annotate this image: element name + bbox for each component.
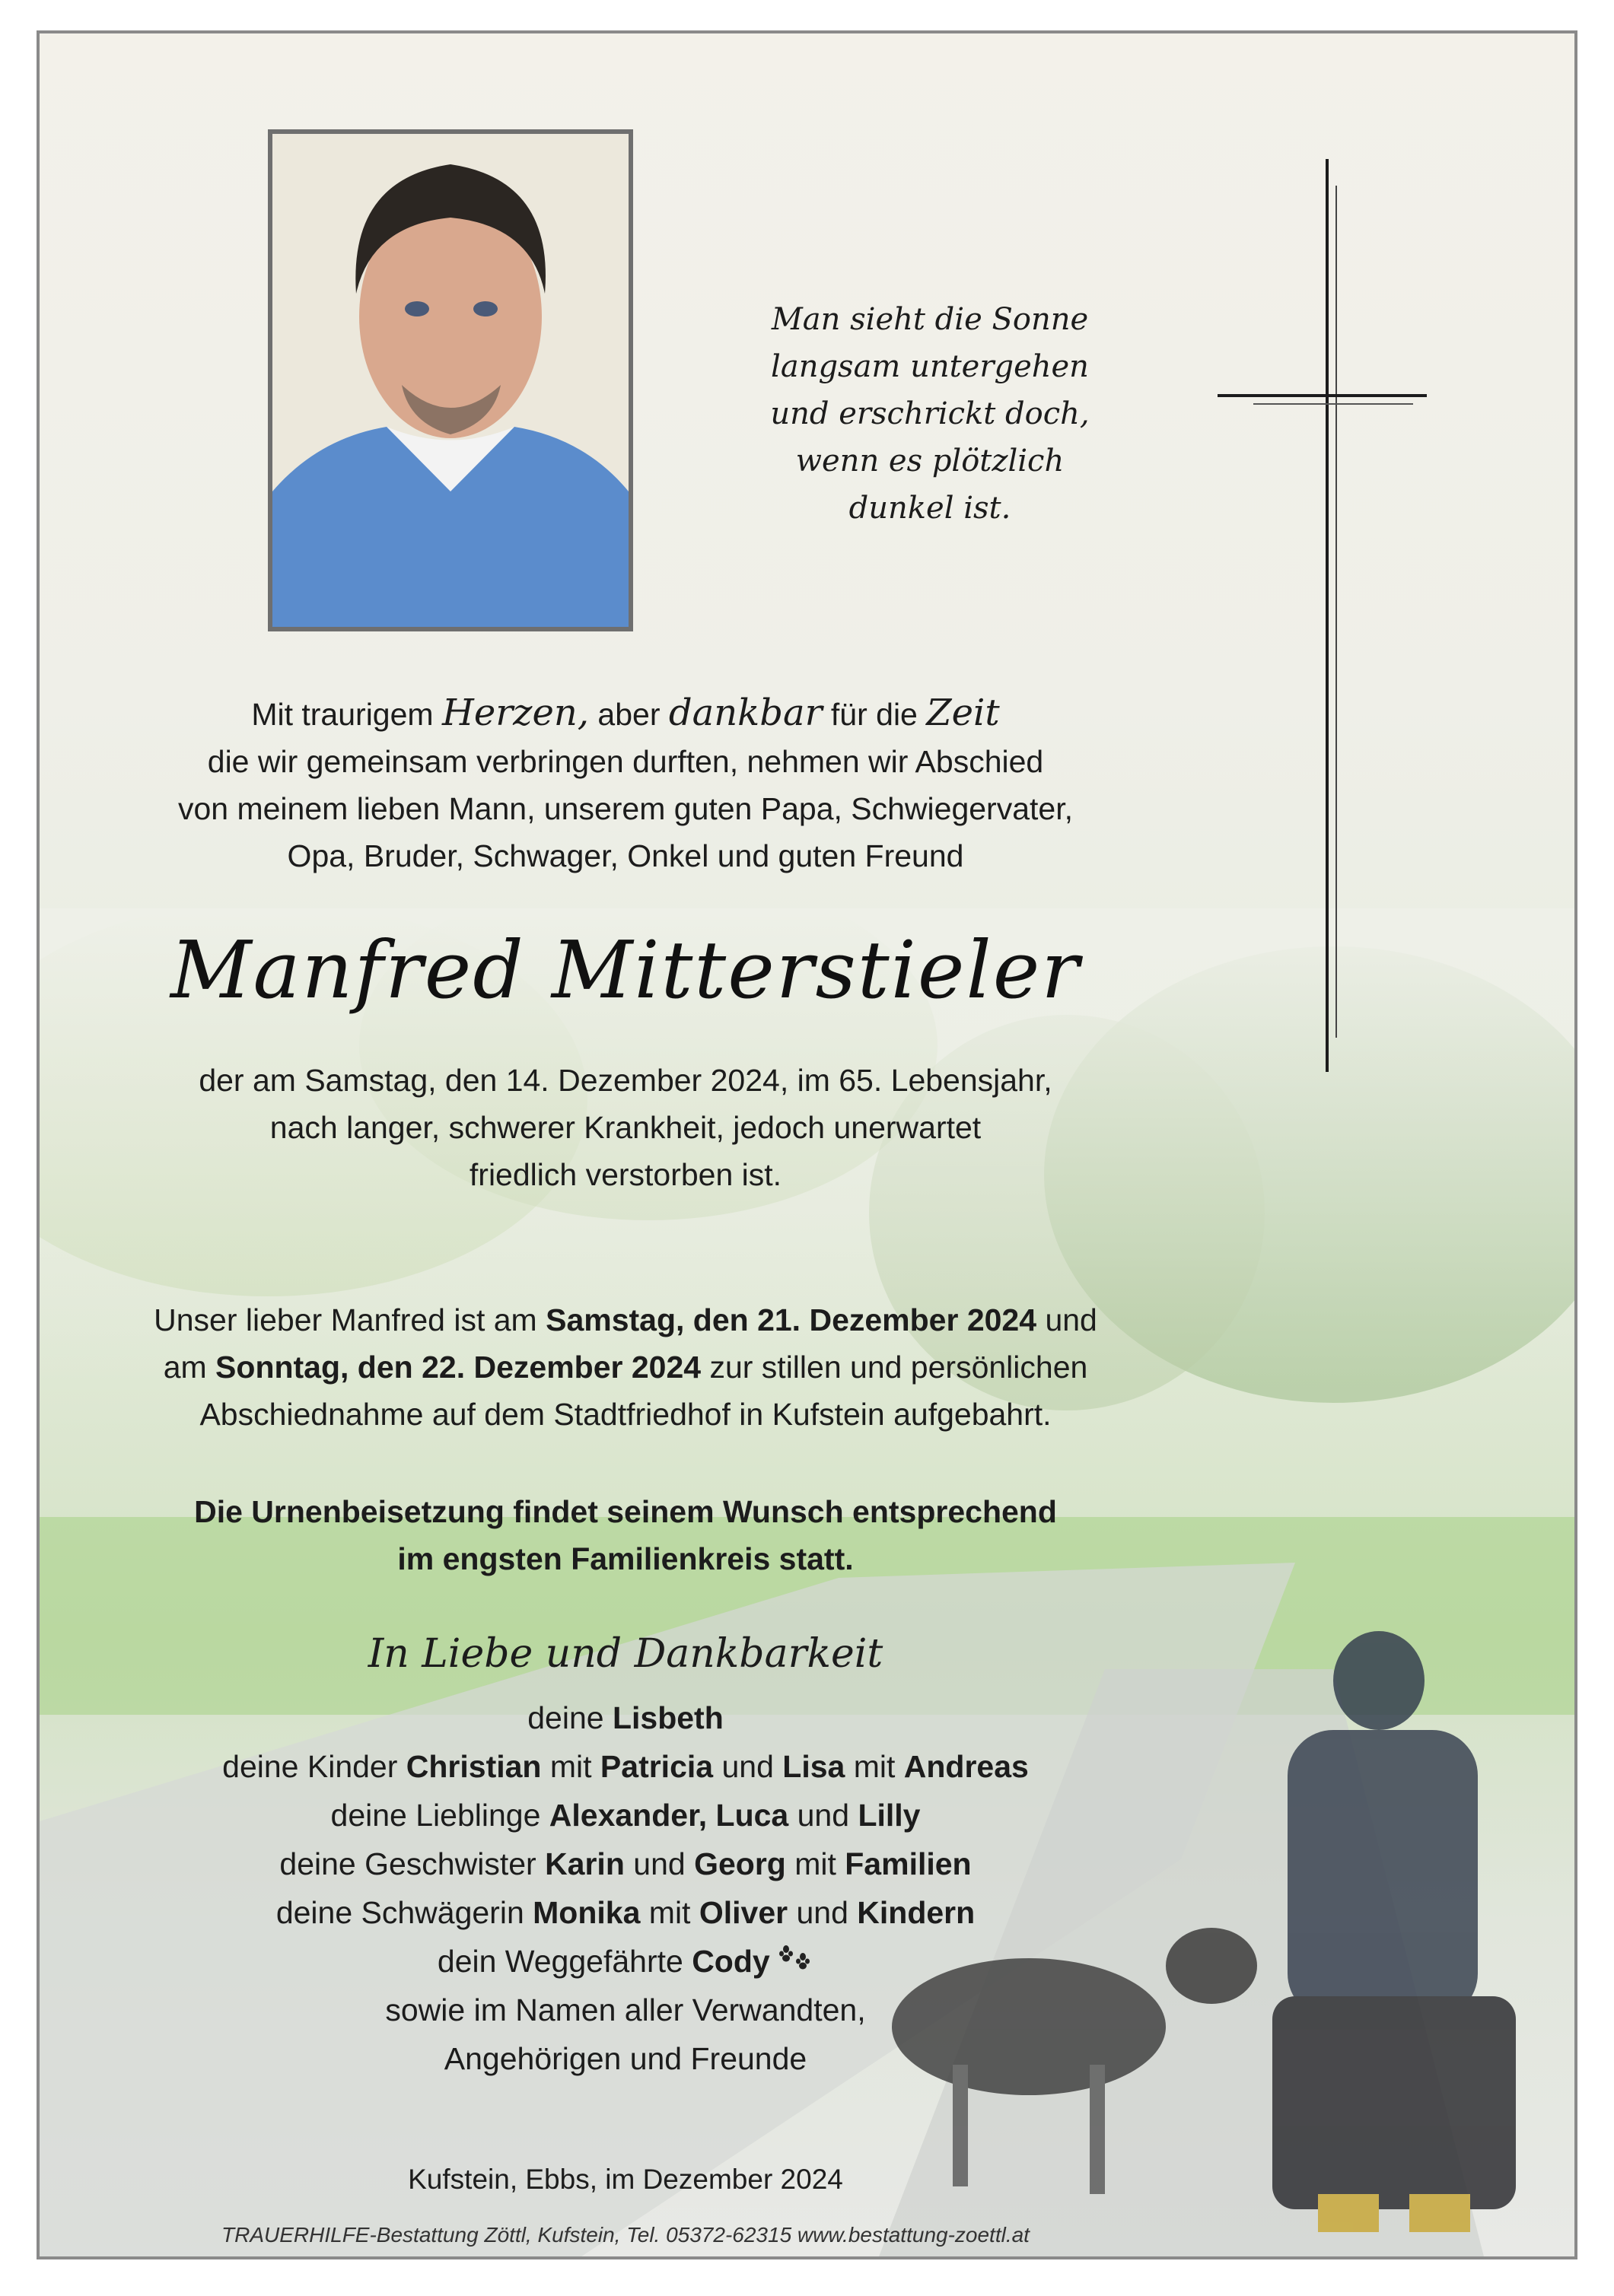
place-date: Kufstein, Ebbs, im Dezember 2024 — [408, 2164, 843, 2195]
family-text: deine Lieblinge — [330, 1798, 549, 1833]
funeral-home-footer: TRAUERHILFE-Bestattung Zöttl, Kufstein, Tel. 05372-62315 www.bestattung-zoettl.at — [221, 2223, 1030, 2247]
family-text: deine Schwägerin — [275, 1895, 533, 1930]
intro-text-span: für die — [822, 697, 927, 732]
family-name: Alexander, Luca — [549, 1798, 789, 1833]
family-name: Oliver — [699, 1895, 788, 1930]
death-line: der am Samstag, den 14. Dezember 2024, im 65. Lebensjahr, — [199, 1063, 1052, 1098]
family-name: Karin — [545, 1846, 625, 1881]
family-row: Angehörigen und Freunde — [444, 2041, 807, 2076]
intro-line-1 — [85, 689, 1166, 738]
family-name: Kindern — [857, 1895, 976, 1930]
family-text: dein Weggefährte — [437, 1944, 692, 1979]
family-name: Monika — [533, 1895, 641, 1930]
family-text: und — [788, 1895, 858, 1930]
cross-vertical-shadow-line — [1335, 186, 1337, 1038]
viewing-line-1 — [85, 1296, 1166, 1344]
intro-line-2: die wir gemeinsam verbringen durften, nehmen wir Abschied — [207, 744, 1044, 779]
cross-vertical-line — [1326, 159, 1329, 1072]
family-text: und — [713, 1749, 783, 1784]
poem-line: und erschrickt doch, — [770, 396, 1090, 431]
family-text: mit — [640, 1895, 699, 1930]
cross-horizontal-shadow-line — [1253, 403, 1413, 405]
family-name: Cody — [692, 1944, 770, 1979]
intro-script-word: Zeit — [926, 692, 1000, 734]
family-row — [85, 1791, 1166, 1840]
family-row — [85, 1840, 1166, 1888]
intro-text-span: aber — [589, 697, 669, 732]
cross-horizontal-line — [1218, 394, 1427, 397]
portrait-photo — [268, 129, 633, 631]
family-name: Christian — [406, 1749, 542, 1784]
viewing-text — [85, 1296, 1166, 1438]
family-name: Lilly — [858, 1798, 921, 1833]
poem-line: wenn es plötzlich — [795, 444, 1065, 479]
paw-prints-icon — [778, 1941, 813, 1972]
family-text: und — [788, 1798, 858, 1833]
family-row — [85, 1742, 1166, 1791]
family-text: deine Geschwister — [279, 1846, 546, 1881]
urn-line: Die Urnenbeisetzung findet seinem Wunsch entsprechend — [194, 1494, 1057, 1529]
family-text: mit — [785, 1846, 845, 1881]
family-name: Georg — [694, 1846, 786, 1881]
viewing-line-3: Abschiednahme auf dem Stadtfriedhof in Kufstein aufgebahrt. — [199, 1397, 1052, 1432]
poem-line: dunkel ist. — [848, 491, 1011, 526]
intro-script-word: dankbar — [668, 692, 823, 734]
family-row — [85, 1937, 1166, 1986]
intro-line-3: von meinem lieben Mann, unserem guten Papa, Schwiegervater, — [177, 791, 1073, 826]
intro-text-span: Mit traurigem — [251, 697, 442, 732]
family-name: Lisa — [782, 1749, 845, 1784]
family-list — [85, 1693, 1166, 2083]
family-text: und — [624, 1846, 695, 1881]
family-name: Patricia — [600, 1749, 714, 1784]
intro-script-word: Herzen, — [441, 692, 590, 734]
viewing-text-span: am — [163, 1350, 216, 1385]
poem-line: Man sieht die Sonne — [771, 302, 1089, 337]
viewing-text-span: Unser lieber Manfred ist am — [154, 1302, 546, 1337]
intro-text — [85, 689, 1166, 879]
poem — [717, 296, 1143, 532]
family-row — [85, 1693, 1166, 1742]
family-row: sowie im Namen aller Verwandten, — [385, 1992, 866, 2027]
intro-line-4: Opa, Bruder, Schwager, Onkel und guten Freund — [287, 838, 964, 873]
viewing-text-span: und — [1036, 1302, 1097, 1337]
family-text: mit — [845, 1749, 904, 1784]
family-name: Andreas — [903, 1749, 1029, 1784]
death-text — [85, 1057, 1166, 1198]
viewing-date-bold: Samstag, den 21. Dezember 2024 — [546, 1302, 1037, 1337]
family-text: deine Kinder — [222, 1749, 406, 1784]
poem-line: langsam untergehen — [771, 349, 1089, 384]
viewing-text-span: zur stillen und persönlichen — [701, 1350, 1088, 1385]
deceased-name: Manfred Mitterstieler — [170, 924, 1081, 1016]
death-line: nach langer, schwerer Krankheit, jedoch unerwartet — [269, 1110, 982, 1145]
family-row — [85, 1888, 1166, 1937]
viewing-date-bold: Sonntag, den 22. Dezember 2024 — [215, 1350, 702, 1385]
obituary-card — [37, 30, 1577, 2259]
family-text: deine — [527, 1700, 613, 1735]
family-name: Lisbeth — [612, 1700, 724, 1735]
family-text: mit — [541, 1749, 600, 1784]
death-line: friedlich verstorben ist. — [469, 1157, 782, 1192]
closing-heading: In Liebe und Dankbarkeit — [368, 1631, 883, 1677]
urn-text — [85, 1488, 1166, 1582]
family-name: Familien — [845, 1846, 972, 1881]
urn-line: im engsten Familienkreis statt. — [397, 1541, 854, 1576]
viewing-line-2 — [85, 1344, 1166, 1391]
